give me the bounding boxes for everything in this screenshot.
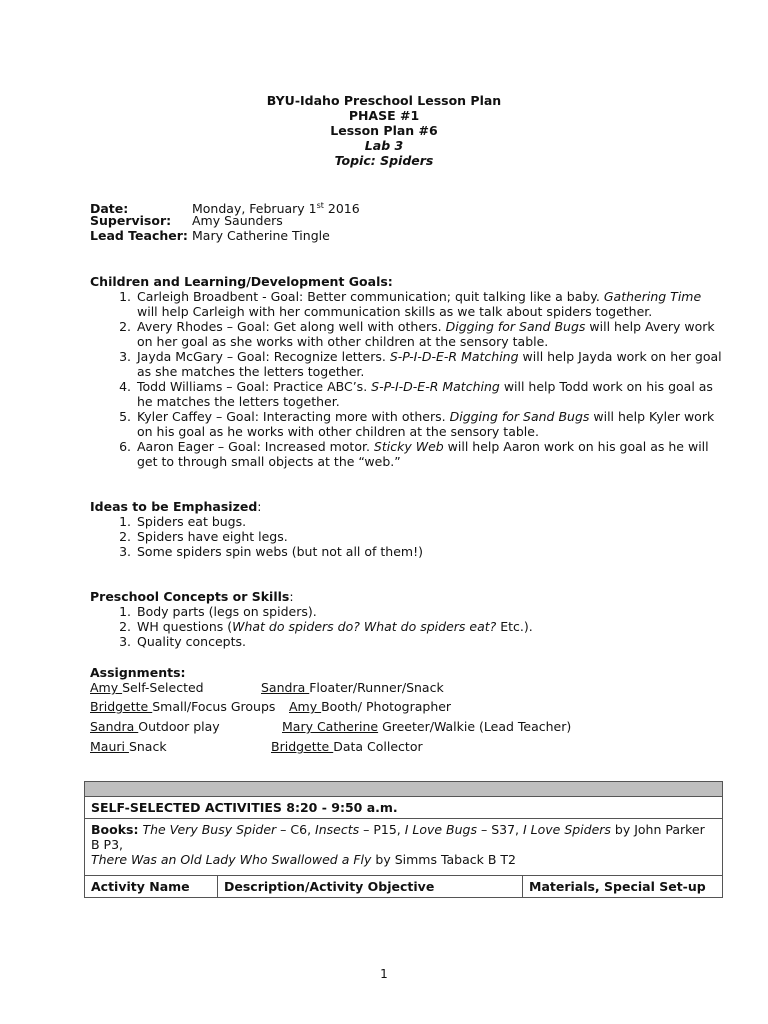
goal-item: 1. Carleigh Broadbent - Goal: Better communication; quit talking like a baby. Gathering Time will help Carleigh with her communication skills as we talk about spiders together. xyxy=(135,289,725,319)
supervisor-row xyxy=(90,213,283,228)
assignment-role: Data Collector xyxy=(333,739,423,754)
assignment-row xyxy=(90,680,204,695)
books-cell: Books: The Very Busy Spider – C6, Insects – P15, I Love Bugs – S37, I Love Spiders by John Parker B P3, There Was an Old Lady Who Swallowed a Fly by Simms Taback B T2 xyxy=(85,819,723,876)
assignee-name: Mauri xyxy=(90,739,129,754)
lead-teacher-value: Mary Catherine Tingle xyxy=(192,228,330,243)
assignment-role: Booth/ Photographer xyxy=(321,699,452,714)
col-description: Description/Activity Objective xyxy=(218,876,523,898)
header-title: BYU-Idaho Preschool Lesson Plan xyxy=(266,93,502,108)
header-phase: PHASE #1 xyxy=(348,108,420,123)
table-header-row xyxy=(85,876,723,898)
col-activity-name: Activity Name xyxy=(85,876,218,898)
assignment-role: Outdoor play xyxy=(138,719,220,734)
idea-item: 1. Spiders eat bugs. xyxy=(135,514,725,529)
activities-table xyxy=(84,781,723,898)
assignee-name: Mary Catherine xyxy=(282,719,379,734)
assignment-row xyxy=(90,699,275,714)
page-number: 1 xyxy=(380,967,388,981)
concepts-heading: Preschool Concepts or Skills: xyxy=(90,589,294,604)
assignee-name: Amy xyxy=(289,699,322,714)
assignments-heading: Assignments: xyxy=(90,665,186,680)
assignment-row xyxy=(261,680,444,695)
section-title: SELF-SELECTED ACTIVITIES 8:20 - 9:50 a.m. xyxy=(85,797,723,819)
goals-heading: Children and Learning/Development Goals: xyxy=(90,274,393,289)
document-header xyxy=(0,93,768,168)
goals-list xyxy=(90,289,725,469)
assignment-row xyxy=(282,719,571,734)
goal-item: 5. Kyler Caffey – Goal: Interacting more with others. Digging for Sand Bugs will help Kyler work on his goal as he works with other children at the sensory table. xyxy=(135,409,725,439)
lead-teacher-label: Lead Teacher: xyxy=(90,228,188,243)
table-section-row xyxy=(85,797,723,819)
ideas-heading: Ideas to be Emphasized: xyxy=(90,499,262,514)
supervisor-value: Amy Saunders xyxy=(192,213,283,228)
idea-item: 2. Spiders have eight legs. xyxy=(135,529,725,544)
table-shaded-row xyxy=(85,782,723,797)
assignment-row xyxy=(271,739,423,754)
assignment-role: Small/Focus Groups xyxy=(152,699,276,714)
table-books-row xyxy=(85,819,723,876)
assignment-role: Self-Selected xyxy=(122,680,204,695)
date-label: Date: xyxy=(90,201,129,217)
goal-item: 2. Avery Rhodes – Goal: Get along well with others. Digging for Sand Bugs will help Avery work on her goal as she works with other children at the sensory table. xyxy=(135,319,725,349)
assignee-name: Amy xyxy=(90,680,123,695)
idea-item: 3. Some spiders spin webs (but not all of them!) xyxy=(135,544,725,559)
goal-item: 3. Jayda McGary – Goal: Recognize letters. S-P-I-D-E-R Matching will help Jayda work on her goal as she matches the letters together. xyxy=(135,349,725,379)
concepts-list xyxy=(90,604,725,649)
supervisor-label: Supervisor: xyxy=(90,213,172,228)
goal-item: 4. Todd Williams – Goal: Practice ABC’s. S-P-I-D-E-R Matching will help Todd work on his goal as he matches the letters together. xyxy=(135,379,725,409)
assignment-role: Floater/Runner/Snack xyxy=(309,680,444,695)
assignee-name: Sandra xyxy=(90,719,139,734)
assignment-row xyxy=(90,719,220,734)
lead-teacher-row xyxy=(90,228,330,243)
assignment-role: Snack xyxy=(128,739,167,754)
ideas-list xyxy=(90,514,725,559)
date-value: Monday, February 1st 2016 xyxy=(192,201,360,217)
assignment-row xyxy=(289,699,451,714)
assignee-name: Bridgette xyxy=(271,739,334,754)
concept-item: 3. Quality concepts. xyxy=(135,634,725,649)
col-materials: Materials, Special Set-up xyxy=(523,876,723,898)
assignee-name: Bridgette xyxy=(90,699,153,714)
concept-item: 2. WH questions (What do spiders do? What do spiders eat? Etc.). xyxy=(135,619,725,634)
assignment-row xyxy=(90,739,167,754)
concept-item: 1. Body parts (legs on spiders). xyxy=(135,604,725,619)
header-lab: Lab 3 xyxy=(364,138,404,153)
goal-item: 6. Aaron Eager – Goal: Increased motor. Sticky Web will help Aaron work on his goal as he will get to through small objects at the “web.” xyxy=(135,439,725,469)
assignee-name: Sandra xyxy=(261,680,310,695)
assignment-role: Greeter/Walkie (Lead Teacher) xyxy=(378,719,572,734)
header-lesson-plan: Lesson Plan #6 xyxy=(330,123,438,138)
header-topic: Topic: Spiders xyxy=(334,153,434,168)
